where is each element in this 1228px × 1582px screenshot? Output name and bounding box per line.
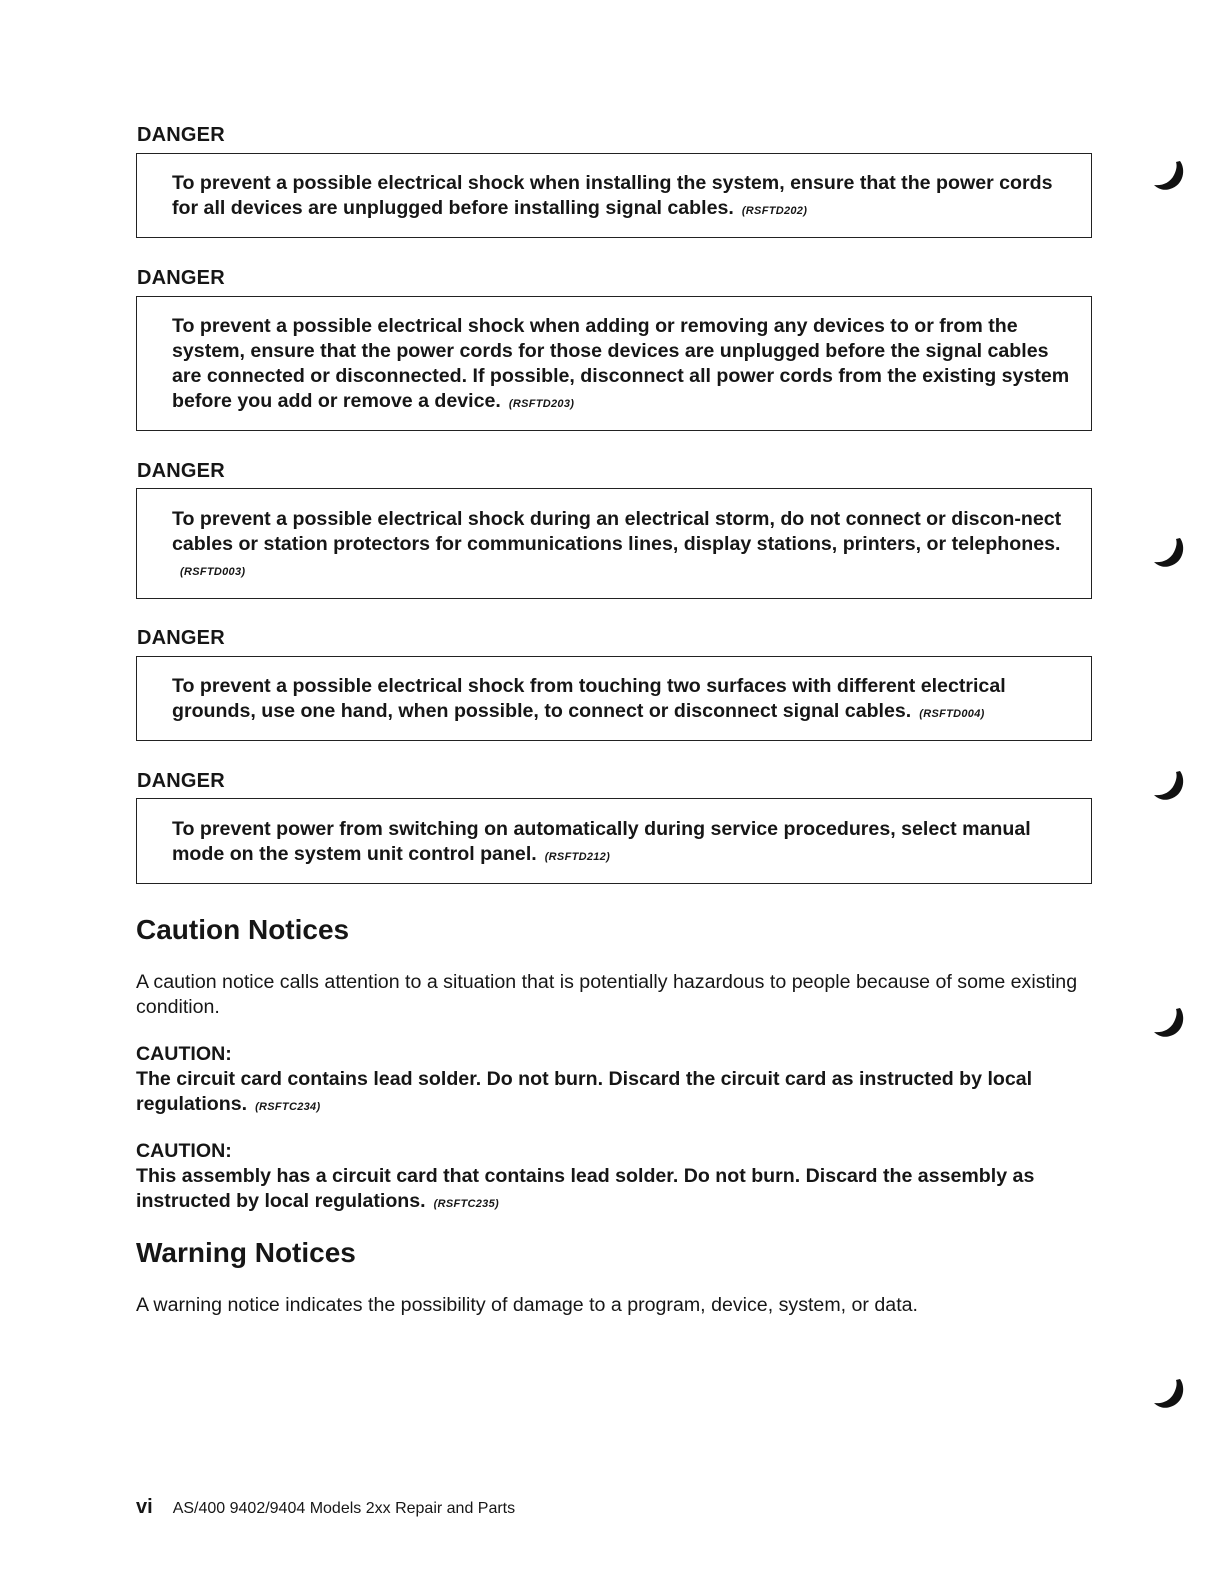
caution-notice [136, 1139, 1096, 1217]
danger-text [172, 674, 1072, 727]
reference-code: (RSFTC234) [255, 1101, 321, 1113]
caution-notices-heading: Caution Notices [136, 914, 350, 945]
document-title: AS/400 9402/9404 Models 2xx Repair and Parts [172, 1500, 516, 1517]
reference-code: (RSFTC235) [433, 1198, 499, 1210]
danger-label: DANGER [137, 124, 225, 146]
danger-label: DANGER [137, 460, 225, 482]
warning-intro: A warning notice indicates the possibility of damage to a program, device, system, or data. [136, 1294, 918, 1316]
binding-mark-icon [1150, 1373, 1190, 1413]
danger-text-body: To prevent a possible electrical shock when installing the system, ensure that the power cords for all devices are unplugged before installing signal cables. [172, 172, 1053, 219]
binding-mark-icon [1150, 765, 1190, 805]
reference-code: (RSFTD003) [180, 566, 246, 578]
caution-notice [136, 1042, 1096, 1120]
danger-text-body: To prevent a possible electrical shock when adding or removing any devices to or from the system, ensure that the power cords for those devices are unplugged before the signal cables are connected or disconnected. If possible, disconnect all power cords from the existing system before you add or remove a device. [172, 315, 1070, 412]
caution-text [136, 1067, 1096, 1120]
reference-code: (RSFTD004) [919, 708, 985, 720]
danger-text [172, 314, 1072, 417]
danger-text [172, 817, 1072, 870]
caution-intro: A caution notice calls attention to a situation that is potentially hazardous to people because of some existing condition. [136, 971, 1078, 1018]
danger-text-body: To prevent a possible electrical shock from touching two surfaces with different electrical grounds, use one hand, when possible, to connect or disconnect signal cables. [172, 675, 1006, 722]
page-footer [136, 1496, 515, 1519]
page-number: vi [136, 1496, 153, 1518]
danger-text [172, 171, 1072, 224]
binding-mark-icon [1150, 155, 1190, 195]
caution-label: CAUTION: [136, 1043, 232, 1065]
warning-notices-heading: Warning Notices [136, 1237, 356, 1268]
danger-label: DANGER [137, 627, 225, 649]
reference-code: (RSFTD203) [508, 398, 575, 410]
reference-code: (RSFTD212) [544, 851, 611, 863]
danger-text-body: To prevent a possible electrical shock during an electrical storm, do not connect or discon-nect cables or station protectors for communications lines, display stations, printers, or telephones. [172, 508, 1062, 555]
caution-label: CAUTION: [136, 1140, 232, 1162]
danger-label: DANGER [137, 267, 225, 289]
danger-label: DANGER [137, 770, 225, 792]
danger-text-body: To prevent power from switching on automatically during service procedures, select manual mode on the system unit control panel. [172, 818, 1031, 865]
caution-text-body: This assembly has a circuit card that contains lead solder. Do not burn. Discard the assembly as instructed by local regulations. [136, 1165, 1035, 1212]
binding-mark-icon [1150, 532, 1190, 572]
caution-text-body: The circuit card contains lead solder. Do not burn. Discard the circuit card as instructed by local regulations. [136, 1068, 1033, 1115]
reference-code: (RSFTD202) [741, 205, 808, 217]
binding-mark-icon [1150, 1002, 1190, 1042]
danger-text [172, 507, 1072, 585]
caution-text [136, 1164, 1096, 1217]
